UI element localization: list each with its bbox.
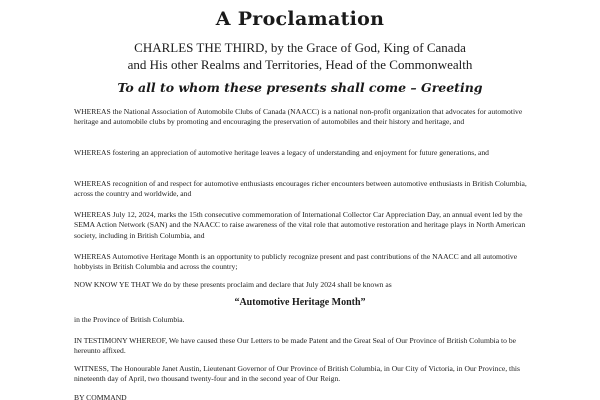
whereas-paragraph-5: WHEREAS Automotive Heritage Month is an opportunity to publicly recognize present and past contributions of the NAACC and all automotive hobbyists in British Columbia and across the country; [74, 252, 518, 272]
heritage-month-name: “Automotive Heritage Month” [234, 297, 366, 308]
greeting-line: To all to whom these presents shall come – Greeting [117, 80, 483, 95]
witness-paragraph: WITNESS, The Honourable Janet Austin, Lieutenant Governor of Our Province of British Columbia, in Our City of Victoria, in Our Province, this nineteenth day of April, two thousand twenty-four and in the second year of Our Reign. [74, 364, 520, 384]
proclamation-title: A Proclamation [215, 8, 385, 30]
whereas-paragraph-1: WHEREAS the National Association of Automobile Clubs of Canada (NAACC) is a national non-profit organization that advocates for automotive heritage and automobile clubs by promoting and encouraging the preservation of automobiles and their history and heritage, and [74, 107, 523, 127]
whereas-paragraph-2: WHEREAS fostering an appreciation of automotive heritage leaves a legacy of understanding and enjoyment for future generations, and [74, 148, 489, 157]
proclamation-clause: NOW KNOW YE THAT We do by these presents proclaim and declare that July 2024 shall be known as [74, 280, 392, 289]
sovereign-line-2: and His other Realms and Territories, Head of the Commonwealth [127, 57, 473, 72]
sovereign-line-1: CHARLES THE THIRD, by the Grace of God, King of Canada [134, 40, 466, 55]
by-command-line: BY COMMAND [74, 393, 127, 400]
province-line: in the Province of British Columbia. [74, 315, 185, 324]
testimony-paragraph: IN TESTIMONY WHEREOF, We have caused these Our Letters to be made Patent and the Great Seal of Our Province of British Columbia to be hereunto affixed. [74, 336, 516, 356]
whereas-paragraph-3: WHEREAS recognition of and respect for automotive enthusiasts encourages richer encounters between automotive enthusiasts in British Columbia, across the country and worldwide, and [74, 179, 527, 199]
whereas-paragraph-4: WHEREAS July 12, 2024, marks the 15th consecutive commemoration of International Collector Car Appreciation Day, an annual event led by the SEMA Action Network (SAN) and the NAACC to raise awareness of the vital role that automotive restoration and heritage plays in North American society, including in British Columbia, and [74, 210, 526, 240]
sovereign-style [0, 39, 600, 73]
